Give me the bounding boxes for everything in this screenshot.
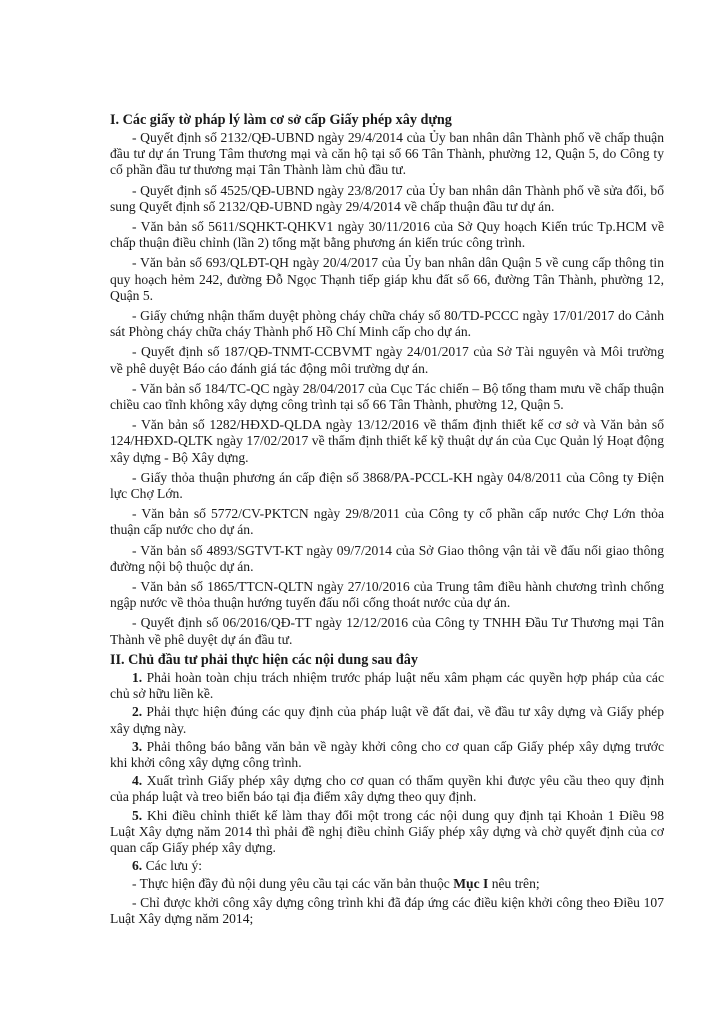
legal-basis-item-1: - Quyết định số 2132/QĐ-UBND ngày 29/4/2014 của Ủy ban nhân dân Thành phố về chấp thuận đầu tư dự án Trung Tâm thương mại và căn hộ tại số 66 Tân Thành, phường 12, Quận 5, do Công ty cổ phần đầu tư thương mại Tân Thành làm chủ đầu tư. bbox=[110, 130, 664, 178]
legal-basis-item-6: - Quyết định số 187/QĐ-TNMT-CCBVMT ngày 24/01/2017 của Sở Tài nguyên và Môi trường về phê duyệt Báo cáo đánh giá tác động môi trường dự án. bbox=[110, 344, 664, 376]
legal-basis-item-10: - Văn bản số 5772/CV-PKTCN ngày 29/8/2011 của Công ty cổ phần cấp nước Chợ Lớn thỏa thuận cấp nước cho dự án. bbox=[110, 506, 664, 538]
obligation-item-1 bbox=[110, 670, 664, 702]
obligation-item-2 bbox=[110, 704, 664, 736]
legal-basis-item-2: - Quyết định số 4525/QĐ-UBND ngày 23/8/2017 của Ủy ban nhân dân Thành phố về sửa đổi, bổ sung Quyết định số 2132/QĐ-UBND ngày 29/4/2014 về chấp thuận đầu tư dự án. bbox=[110, 182, 664, 214]
section-1-heading: I. Các giấy tờ pháp lý làm cơ sở cấp Giấy phép xây dựng bbox=[110, 112, 452, 128]
obligation-number: 2. bbox=[132, 704, 143, 720]
note-text-before: - Thực hiện đầy đủ nội dung yêu cầu tại các văn bản thuộc bbox=[132, 876, 454, 892]
obligation-number: 5. bbox=[132, 807, 143, 823]
obligation-number: 4. bbox=[132, 773, 143, 789]
legal-basis-item-4: - Văn bản số 693/QLĐT-QH ngày 20/4/2017 của Ủy ban nhân dân Quận 5 về cung cấp thông tin quy hoạch hẻm 242, đường Đỗ Ngọc Thạnh tiếp giáp khu đất số 66, đường Tân Thành, phường 12, Quận 5. bbox=[110, 255, 664, 303]
section-1-list bbox=[110, 130, 664, 648]
section-2-heading: II. Chủ đầu tư phải thực hiện các nội dung sau đây bbox=[110, 651, 418, 668]
obligation-item-5 bbox=[110, 808, 664, 857]
obligation-number: 3. bbox=[132, 738, 143, 754]
obligation-number: 1. bbox=[132, 669, 143, 685]
obligation-number: 6. bbox=[132, 858, 143, 874]
legal-basis-item-7: - Văn bản số 184/TC-QC ngày 28/04/2017 của Cục Tác chiến – Bộ tổng tham mưu về chấp thuận chiều cao tĩnh không xây dựng công trình tại số 66 Tân Thành, phường 12, Quận 5. bbox=[110, 380, 664, 413]
legal-basis-item-11: - Văn bản số 4893/SGTVT-KT ngày 09/7/2014 của Sở Giao thông vận tải về đấu nối giao thông đường nội bộ thuộc dự án. bbox=[110, 542, 664, 574]
note-text-after: nêu trên; bbox=[488, 876, 540, 892]
obligation-text: Phải thông báo bằng văn bản về ngày khởi công cho cơ quan cấp Giấy phép xây dựng trước khi khởi công xây dựng công trình. bbox=[110, 738, 664, 770]
legal-basis-item-9: - Giấy thỏa thuận phương án cấp điện số 3868/PA-PCCL-KH ngày 04/8/2011 của Công ty Điện lực Chợ Lớn. bbox=[110, 469, 664, 502]
legal-basis-item-3: - Văn bản số 5611/SQHKT-QHKV1 ngày 30/11/2016 của Sở Quy hoạch Kiến trúc Tp.HCM về chấp thuận điều chỉnh (lần 2) tổng mặt bằng phương án kiến trúc công trình. bbox=[110, 219, 664, 251]
obligation-item-6 bbox=[110, 858, 664, 874]
legal-basis-item-5: - Giấy chứng nhận thẩm duyệt phòng cháy chữa cháy số 80/TD-PCCC ngày 17/01/2017 do Cảnh sát Phòng cháy chữa cháy Thành phố Hồ Chí Minh cấp cho dự án. bbox=[110, 308, 664, 340]
obligation-text: Phải thực hiện đúng các quy định của pháp luật về đất đai, về đầu tư xây dựng và Giấy phép xây dựng này. bbox=[110, 704, 664, 736]
obligation-item-4 bbox=[110, 773, 664, 805]
obligation-text: Các lưu ý: bbox=[142, 858, 203, 874]
legal-basis-item-13: - Quyết định số 06/2016/QĐ-TT ngày 12/12/2016 của Công ty TNHH Đầu Tư Thương mại Tân Thành về phê duyệt dự án đầu tư. bbox=[110, 615, 664, 647]
note-item-1 bbox=[110, 876, 664, 892]
note-bold-ref: Mục I bbox=[453, 876, 489, 892]
obligation-item-3 bbox=[110, 739, 664, 771]
obligation-text: Khi điều chỉnh thiết kế làm thay đổi một trong các nội dung quy định tại Khoản 1 Điều 98 Luật Xây dựng năm 2014 thì phải đề nghị điều chỉnh Giấy phép xây dựng và chờ quyết định của cơ quan cấp Giấy phép xây dựng. bbox=[110, 807, 664, 855]
legal-basis-item-12: - Văn bản số 1865/TTCN-QLTN ngày 27/10/2016 của Trung tâm điều hành chương trình chống ngập nước về thỏa thuận hướng tuyến đấu nối cống thoát nước của dự án. bbox=[110, 579, 664, 611]
section-2-list bbox=[110, 670, 664, 927]
note-item-2: - Chỉ được khởi công xây dựng công trình khi đã đáp ứng các điều kiện khởi công theo Điều 107 Luật Xây dựng năm 2014; bbox=[110, 894, 664, 926]
legal-basis-item-8: - Văn bản số 1282/HĐXD-QLDA ngày 13/12/2016 về thẩm định thiết kế cơ sở và Văn bản số 124/HĐXD-QLTK ngày 17/02/2017 về thẩm định thiết kế kỹ thuật dự án của Cục Quản lý Hoạt động xây dựng - Bộ Xây dựng. bbox=[110, 417, 664, 465]
obligation-text: Xuất trình Giấy phép xây dựng cho cơ quan có thẩm quyền khi được yêu cầu theo quy định của pháp luật và treo biển báo tại địa điểm xây dựng theo quy định. bbox=[110, 773, 664, 805]
obligation-text: Phải hoàn toàn chịu trách nhiệm trước pháp luật nếu xâm phạm các quyền hợp pháp của các chủ sở hữu liền kề. bbox=[110, 669, 664, 702]
